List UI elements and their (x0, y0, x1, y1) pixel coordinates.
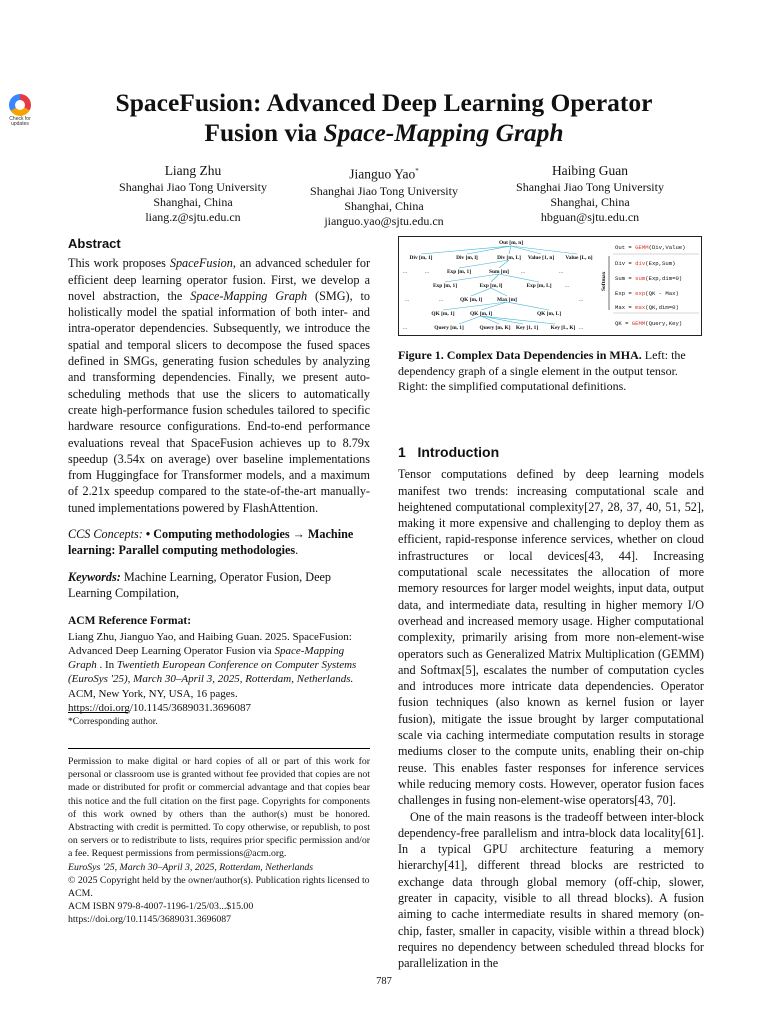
def-max: Max = max(QK,dim=0) (615, 304, 679, 311)
def-sum: Sum = sum(Exp,dim=0) (615, 275, 683, 282)
author-name: Liang Zhu (164, 163, 222, 178)
def-out: Out = GEMM(Div,Value) (615, 244, 686, 251)
ellipsis: ... (405, 297, 410, 303)
author-email[interactable]: liang.z@sjtu.edu.cn (145, 210, 241, 224)
caption-text: Left: the dependency graph of a single element in the output tensor. Right: the simplified computational definitions. (398, 348, 686, 393)
def-div: Div = div(Exp,Sum) (615, 260, 676, 267)
ellipsis: ... (403, 269, 408, 275)
node-exp-1: Exp [m, 1] (446, 269, 472, 275)
node-exp-L: Exp [m, L] (526, 283, 552, 289)
right-column (398, 444, 704, 972)
author-location: Shanghai, China (550, 195, 630, 209)
copyright-line: © 2025 Copyright held by the owner/author(s). Publication rights licensed to ACM. (68, 874, 370, 900)
isbn-line: ACM ISBN 979-8-4007-1196-1/25/03...$15.00 (68, 901, 254, 913)
author-name: Jianguo Yao (349, 166, 416, 182)
keywords-label: Keywords: (68, 569, 121, 584)
author-affiliation: Shanghai Jiao Tong University (516, 180, 664, 194)
ellipsis: ... (425, 269, 430, 275)
ccs-label: CCS Concepts: (68, 527, 143, 542)
ccs-end: . (295, 543, 299, 558)
badge-text: Check for updates (9, 116, 31, 127)
ellipsis: ... (403, 325, 408, 331)
acm-reference (68, 613, 370, 715)
dependency-graph-figure (399, 237, 701, 335)
ellipsis: ... (521, 269, 526, 275)
text-run[interactable]: ACM, New York, NY, USA, 16 pages. https://doi.org/10.1145/3689031.3696087 (68, 687, 252, 715)
text-run: (SMG), to holistically model the spatial information of both inter- and intra-operator dependencies. Subsequently, we introduce the spatial and temporal slicers to decompose the fused spaces defined in SMGs, generating fusion schedules by analyzing and transforming dependencies. Finally, we present auto-scheduling methods that use the slicers to automatically create high-performance fusion schedules tailored to specific hardware resource configurations. End-to-end performance evaluations reveal that SpaceFusion achieves up to 8.79x speedup (3.54x on average) over baseline implementations from Huggingface for Transformer models, and a maximum of 2.21x speedup compared to the state-of-the-art manually-tuned implementations powered by FlashAttention. (68, 288, 371, 515)
ellipsis: ... (579, 297, 584, 303)
ellipsis: ... (565, 283, 570, 289)
node-value-1: Value [1, n] (527, 255, 555, 261)
crossmark-icon (9, 94, 31, 116)
acm-reference-heading: ACM Reference Format: (68, 615, 192, 628)
doi-line[interactable]: https://doi.org/10.1145/3689031.3696087 (68, 914, 232, 926)
author-affiliation: Shanghai Jiao Tong University (119, 180, 267, 194)
title-italic-part: Space-Mapping Graph (323, 118, 564, 147)
node-value-L: Value [L, n] (565, 255, 593, 261)
node-key-LK: Key [L, K] (550, 325, 576, 331)
node-query-1: Query [m, 1] (434, 325, 464, 331)
node-div-L: Div [m, L] (497, 255, 521, 261)
author-location: Shanghai, China (153, 195, 233, 209)
node-qk-l: QK [m, l] (459, 297, 483, 303)
ellipsis: ... (579, 325, 584, 331)
ccs-concepts (68, 526, 370, 559)
text-run: Liang Zhu, Jianguo Yao, and Haibing Guan. 2025. SpaceFusion: Advanced Deep Learning Operator Fusion via (68, 630, 352, 657)
abstract-text (68, 255, 370, 516)
text-italic: Space-Mapping Graph (190, 288, 308, 303)
author-mark: * (415, 167, 419, 175)
text-italic: Space-Mapping Graph (68, 644, 345, 672)
footnote: *Corresponding author. (68, 717, 158, 727)
section-title: Introduction (417, 444, 500, 460)
check-for-updates-badge[interactable] (6, 94, 34, 128)
abstract-heading: Abstract (68, 236, 121, 251)
intro-paragraph-1: Tensor computations defined by deep learning models manifest two trends: increasing computational scale and heightened computational complexity[27, 28, 37, 40, 51, 52], making it more expensive and challenging to deploy them as efficient, rapid-response inference services, whether on cloud infrastructures or local devices[43, 44]. Increasing computational scale necessitates the allocation of more memory resources for larger model weights, input data, output data, and intermediate data, resulting in higher memory I/O overhead and increased memory usage. Higher computational complexity, primarily arising from more non-element-wise operators such as Generalized Matrix Multiplication (GEMM) and Softmax[5], escalates the number of computation cycles and introduces more intricate data dependencies. Operator fusion techniques (also known as kernel fusion or layer fusion), mitigate the issue brought by larger computational scale via caching intermediate computation results in storage mediums closer to the compute units, enabling their on-chip reuse. This enables faster responses for inference services while reducing memory costs. However, operator fusion faces challenges in fusing non-element-wise operators[43, 70]. (398, 467, 704, 808)
title-part: Fusion via (204, 118, 324, 147)
node-out: Out [m, n] (498, 240, 524, 246)
node-max: Max [m] (497, 297, 517, 303)
node-div-l: Div [m, l] (456, 255, 478, 261)
node-qk-L: QK [m, L] (536, 311, 562, 317)
permission-rule (68, 748, 370, 749)
node-qk-l-b: QK [m, l] (469, 311, 493, 317)
footnote-rule (68, 712, 128, 713)
author-block (279, 162, 489, 229)
section-heading (398, 444, 704, 460)
ellipsis: ... (559, 269, 564, 275)
keywords (68, 569, 370, 602)
text-italic: SpaceFusion (169, 256, 233, 271)
author-affiliation: Shanghai Jiao Tong University (310, 183, 458, 198)
definitions (615, 244, 686, 327)
ellipsis: ... (439, 297, 444, 303)
author-block (88, 162, 298, 225)
node-query-K: Query [m, K] (479, 325, 511, 331)
permission-text: Permission to make digital or hard copies of all or part of this work for personal or classroom use is granted without fee provided that copies are not made or distributed for profit or commercial advantage and that copies bear this notice and the full citation on the first page. Copyrights for components of this work owned by others than the author(s) must be honored. Abstracting with credit is permitted. To copy otherwise, or republish, to post on servers or to redistribute to lists, requires prior specific permission and/or a fee. Request permissions from permissions@acm.org. (68, 756, 370, 860)
node-exp-1b: Exp [m, 1] (432, 283, 458, 289)
author-block (485, 162, 695, 225)
title-line-1: SpaceFusion: Advanced Deep Learning Operator (115, 88, 653, 117)
text-italic: Twentieth European Conference on Computer Systems (EuroSys '25), March 30–April 3, 2025, Rotterdam, Netherlands. (68, 659, 357, 686)
node-exp-l: Exp [m, l] (479, 283, 503, 289)
def-exp: Exp = exp(QK - Max) (615, 290, 679, 297)
softmax-label: Softmax (601, 271, 607, 291)
text-run: This work proposes (68, 256, 170, 271)
node-sum: Sum [m] (489, 269, 509, 275)
tree-ellipses (403, 269, 583, 331)
permission-block (68, 755, 370, 927)
caption-title: Figure 1. Complex Data Dependencies in MHA. (398, 348, 642, 362)
left-column (68, 236, 370, 715)
node-qk-1: QK [m, 1] (431, 311, 455, 317)
author-email[interactable]: jianguo.yao@sjtu.edu.cn (324, 213, 444, 228)
text-run: , an advanced scheduler for efficient deep learning operator fusion. First, we develop a novel abstraction, the (68, 256, 370, 303)
ccs-text: • Computing methodologies → Machine learning: Parallel computing methodologies (68, 527, 354, 558)
author-location: Shanghai, China (344, 198, 424, 213)
node-div-1: Div [m, 1] (409, 255, 433, 261)
figure-1 (398, 236, 702, 336)
page-number: 787 (376, 976, 392, 987)
figure-caption (398, 348, 704, 395)
title-line-2 (70, 118, 698, 148)
acm-reference-text (68, 630, 370, 716)
keywords-text: Machine Learning, Operator Fusion, Deep Learning Compilation, (68, 569, 331, 600)
paper-title (70, 88, 698, 148)
section-number: 1 (398, 444, 406, 460)
author-email[interactable]: hbguan@sjtu.edu.cn (540, 210, 640, 224)
intro-paragraph-2: One of the main reasons is the tradeoff between inter-block dependency-free parallelism and intra-block data locality[61]. In a typical GPU architecture featuring a memory hierarchy[41], different thread blocks are restricted to exchange data through global memory (off-chip, slower, greater in capacity, visible to all thread blocks). A fusion aiming to cache intermediate results in shared memory (on-chip, faster, smaller in capacity, visible within a thread block) requires no dependency between scheduled thread blocks for parallelization in the (398, 809, 704, 971)
node-key-11: Key [1, 1] (515, 325, 539, 331)
def-qk: QK = GEMM(Query,Key) (615, 320, 683, 327)
text-run: . In (96, 659, 117, 672)
author-name: Haibing Guan (551, 163, 629, 178)
author-name-line (279, 162, 489, 184)
conference-line: EuroSys '25, March 30–April 3, 2025, Rotterdam, Netherlands (68, 861, 314, 873)
